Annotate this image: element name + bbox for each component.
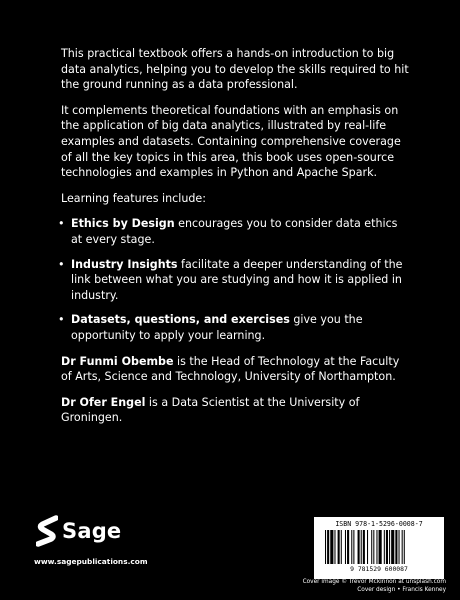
barcode-stripe	[395, 530, 397, 564]
barcode-stripe	[361, 530, 362, 564]
barcode-icon	[323, 530, 435, 564]
author-name: Dr Funmi Obembe	[61, 354, 174, 368]
publisher-url[interactable]: www.sagepublications.com	[34, 557, 148, 566]
isbn-label: ISBN 978-1-5296-0008-7	[335, 520, 423, 528]
author-description: is a Data Scientist at the University of Groningen.	[61, 395, 360, 425]
barcode-stripe	[391, 530, 394, 564]
intro-paragraph: This practical textbook offers a hands-on introduction to big data analytics, helping you to develop the skills required to hit the ground running as a data professional.	[61, 47, 409, 92]
barcode-block	[314, 517, 444, 579]
sage-s-logo-icon	[36, 515, 58, 547]
feature-title: Datasets, questions, and exercises	[71, 313, 290, 327]
feature-item	[58, 216, 411, 247]
barcode-stripe	[363, 530, 365, 564]
barcode-stripe	[373, 530, 374, 564]
barcode-stripe	[376, 530, 377, 564]
barcode-stripe	[358, 530, 360, 564]
barcode-stripe	[371, 530, 372, 564]
bullet-icon: •	[58, 313, 65, 327]
feature-item	[58, 312, 411, 343]
back-cover-text	[58, 46, 411, 436]
barcode-stripe	[389, 530, 390, 564]
barcode-stripe	[347, 530, 349, 564]
barcode-number: 9 781529 600087	[350, 565, 408, 573]
feature-text: give you the opportunity to apply your learning.	[71, 313, 363, 342]
barcode-stripe	[399, 530, 400, 564]
feature-text: facilitate a deeper understanding of the link between what you are studying and how it is applied in industry.	[71, 257, 403, 302]
barcode-stripe	[345, 530, 346, 564]
barcode-stripe	[379, 530, 382, 564]
cover-design-credit: Cover design • Francis Kenney	[357, 587, 446, 594]
feature-title: Ethics by Design	[71, 217, 175, 231]
barcode-stripe	[330, 530, 333, 564]
barcode-stripe	[327, 530, 329, 564]
cover-image-credit: Cover image © Trevor Mckinnon at unsplash.com	[302, 579, 446, 585]
author-description: is the Head of Technology at the Faculty of Arts, Science and Technology, University of Northampton.	[61, 354, 400, 384]
barcode-stripe	[338, 530, 340, 564]
barcode-stripe	[404, 530, 405, 564]
publisher-logo	[36, 515, 121, 547]
feature-title: Industry Insights	[71, 257, 178, 271]
features-list	[58, 216, 411, 343]
bullet-icon: •	[58, 257, 65, 271]
author-name: Dr Ofer Engel	[61, 395, 146, 409]
barcode-stripe	[341, 530, 342, 564]
barcode-stripe	[386, 530, 388, 564]
feature-item	[58, 257, 411, 304]
barcode-stripe	[334, 530, 335, 564]
bullet-icon: •	[58, 217, 65, 231]
features-heading: Learning features include:	[61, 191, 206, 205]
publisher-name: Sage	[62, 519, 122, 543]
barcode-stripe	[351, 530, 352, 564]
author-bio	[61, 354, 411, 385]
barcode-stripe	[402, 530, 403, 564]
feature-text: encourages you to consider data ethics at every stage.	[71, 217, 398, 246]
cover-credits	[303, 578, 446, 594]
barcode-stripe	[384, 530, 385, 564]
barcode-stripe	[367, 530, 368, 564]
barcode-stripe	[353, 530, 354, 564]
description-paragraph: It complements theoretical foundations with an emphasis on the application of big data analytics, illustrated by real-life examples and datasets. Containing comprehensive coverage of all the key topics in this area, this book uses open-source technologies and examples in Python and Apache Spark.	[61, 103, 401, 180]
barcode-stripe	[325, 530, 326, 564]
author-bio	[61, 395, 411, 426]
